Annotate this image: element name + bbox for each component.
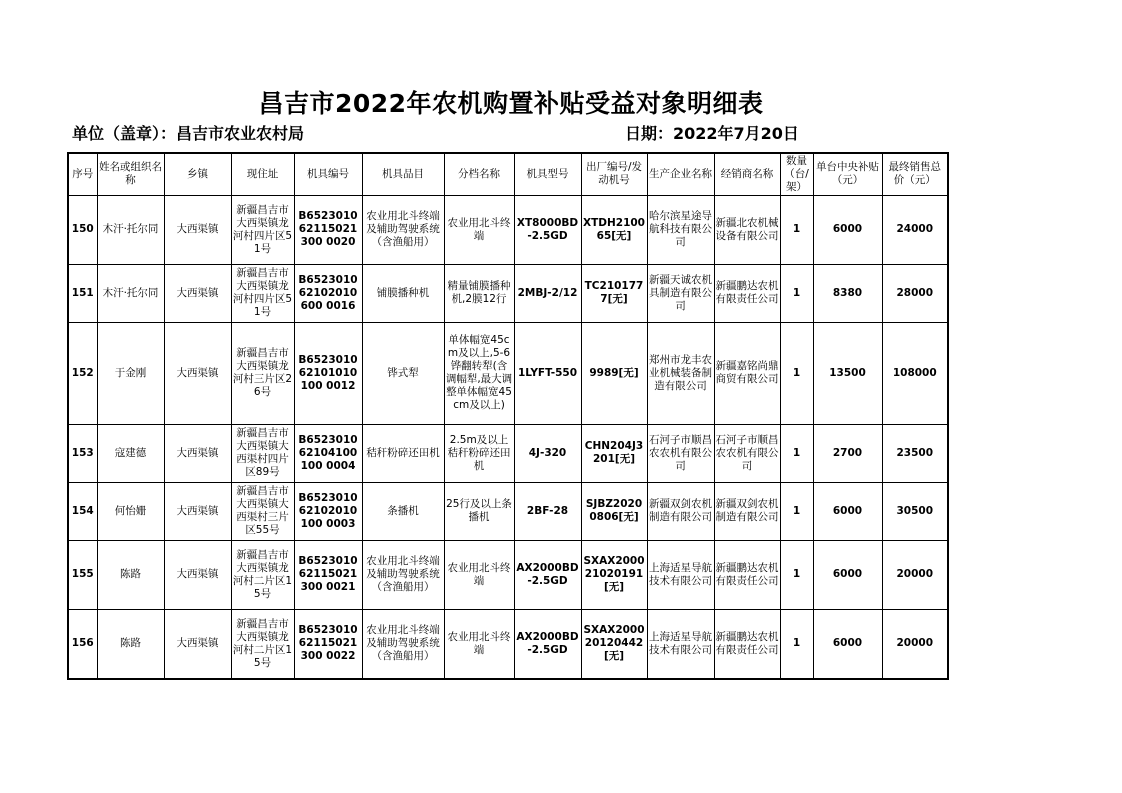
final-price-cell: 108000 bbox=[882, 322, 948, 424]
grade-name-cell: 单体幅宽45cm及以上,5-6铧翻转犁(含调幅犁,最大调整单体幅宽45cm及以上) bbox=[444, 322, 514, 424]
final-price-cell: 28000 bbox=[882, 264, 948, 322]
machine-model-cell: XT8000BD-2.5GD bbox=[514, 195, 581, 264]
dealer-cell: 石河子市顺昌农农机有限公司 bbox=[714, 424, 780, 482]
applicant-name-cell: 木汗·托尔同 bbox=[97, 195, 164, 264]
manufacturer-cell: 哈尔滨星途导航科技有限公司 bbox=[647, 195, 714, 264]
grade-name-cell: 农业用北斗终端 bbox=[444, 540, 514, 609]
town-cell: 大西渠镇 bbox=[164, 322, 231, 424]
grade-name-cell: 2.5m及以上秸秆粉碎还田机 bbox=[444, 424, 514, 482]
address-cell: 新疆昌吉市大西渠镇龙河村三片区26号 bbox=[231, 322, 294, 424]
manufacturer-cell: 上海适星导航技术有限公司 bbox=[647, 609, 714, 679]
machine-category-cell: 条播机 bbox=[362, 482, 444, 540]
machine-category-cell: 农业用北斗终端及辅助驾驶系统（含渔船用） bbox=[362, 540, 444, 609]
quantity-cell: 1 bbox=[780, 482, 813, 540]
machine-model-cell: 2MBJ-2/12 bbox=[514, 264, 581, 322]
machine-model-cell: 1LYFT-550 bbox=[514, 322, 581, 424]
address-cell: 新疆昌吉市大西渠镇大西渠村三片区55号 bbox=[231, 482, 294, 540]
row-number-cell: 155 bbox=[68, 540, 97, 609]
machine-number-cell: B652301062115021300 0020 bbox=[294, 195, 362, 264]
dealer-cell: 新疆北农机械设备有限公司 bbox=[714, 195, 780, 264]
serial-number-cell: 9989[无] bbox=[581, 322, 647, 424]
serial-number-cell: SXAX200021020191[无] bbox=[581, 540, 647, 609]
manufacturer-cell: 新疆双剑农机制造有限公司 bbox=[647, 482, 714, 540]
grade-name-cell: 农业用北斗终端 bbox=[444, 609, 514, 679]
final-price-cell: 23500 bbox=[882, 424, 948, 482]
serial-number-cell: TC2101777[无] bbox=[581, 264, 647, 322]
date-label: 日期：2022年7月20日 bbox=[625, 124, 799, 143]
central-subsidy-cell: 8380 bbox=[813, 264, 882, 322]
town-cell: 大西渠镇 bbox=[164, 540, 231, 609]
row-number-cell: 152 bbox=[68, 322, 97, 424]
page-title: 昌吉市2022年农机购置补贴受益对象明细表 bbox=[258, 89, 764, 118]
dealer-cell: 新疆双剑农机制造有限公司 bbox=[714, 482, 780, 540]
machine-category-cell: 农业用北斗终端及辅助驾驶系统（含渔船用） bbox=[362, 609, 444, 679]
table-row bbox=[68, 322, 948, 424]
serial-number-cell: SXAX200020120442[无] bbox=[581, 609, 647, 679]
serial-number-cell: CHN204J3201[无] bbox=[581, 424, 647, 482]
dealer-cell: 新疆鹏达农机有限责任公司 bbox=[714, 540, 780, 609]
header-cell: 最终销售总价（元） bbox=[882, 153, 948, 195]
grade-name-cell: 精量铺膜播种机,2膜12行 bbox=[444, 264, 514, 322]
header-cell: 生产企业名称 bbox=[647, 153, 714, 195]
grade-name-cell: 25行及以上条播机 bbox=[444, 482, 514, 540]
quantity-cell: 1 bbox=[780, 540, 813, 609]
machine-model-cell: 2BF-28 bbox=[514, 482, 581, 540]
dealer-cell: 新疆嘉铭尚鼎商贸有限公司 bbox=[714, 322, 780, 424]
table-row bbox=[68, 609, 948, 679]
table-row bbox=[68, 540, 948, 609]
final-price-cell: 20000 bbox=[882, 609, 948, 679]
machine-model-cell: AX2000BD-2.5GD bbox=[514, 540, 581, 609]
header-cell: 序号 bbox=[68, 153, 97, 195]
machine-number-cell: B652301062102010100 0003 bbox=[294, 482, 362, 540]
address-cell: 新疆昌吉市大西渠镇大西渠村四片区89号 bbox=[231, 424, 294, 482]
table-row bbox=[68, 482, 948, 540]
final-price-cell: 30500 bbox=[882, 482, 948, 540]
address-cell: 新疆昌吉市大西渠镇龙河村二片区15号 bbox=[231, 609, 294, 679]
grade-name-cell: 农业用北斗终端 bbox=[444, 195, 514, 264]
manufacturer-cell: 新疆天诚农机具制造有限公司 bbox=[647, 264, 714, 322]
table-row bbox=[68, 424, 948, 482]
manufacturer-cell: 上海适星导航技术有限公司 bbox=[647, 540, 714, 609]
quantity-cell: 1 bbox=[780, 322, 813, 424]
central-subsidy-cell: 6000 bbox=[813, 195, 882, 264]
town-cell: 大西渠镇 bbox=[164, 424, 231, 482]
row-number-cell: 150 bbox=[68, 195, 97, 264]
central-subsidy-cell: 6000 bbox=[813, 609, 882, 679]
applicant-name-cell: 于金刚 bbox=[97, 322, 164, 424]
applicant-name-cell: 陈路 bbox=[97, 609, 164, 679]
header-cell: 姓名或组织名称 bbox=[97, 153, 164, 195]
address-cell: 新疆昌吉市大西渠镇龙河村四片区51号 bbox=[231, 195, 294, 264]
row-number-cell: 153 bbox=[68, 424, 97, 482]
central-subsidy-cell: 13500 bbox=[813, 322, 882, 424]
serial-number-cell: SJBZ20200806[无] bbox=[581, 482, 647, 540]
machine-category-cell: 秸秆粉碎还田机 bbox=[362, 424, 444, 482]
town-cell: 大西渠镇 bbox=[164, 195, 231, 264]
unit-label: 单位（盖章）：昌吉市农业农村局 bbox=[72, 124, 305, 143]
final-price-cell: 24000 bbox=[882, 195, 948, 264]
machine-number-cell: B652301062102010600 0016 bbox=[294, 264, 362, 322]
central-subsidy-cell: 6000 bbox=[813, 482, 882, 540]
machine-number-cell: B652301062115021300 0021 bbox=[294, 540, 362, 609]
central-subsidy-cell: 2700 bbox=[813, 424, 882, 482]
machine-category-cell: 铺膜播种机 bbox=[362, 264, 444, 322]
header-cell: 数量（台/架） bbox=[780, 153, 813, 195]
dealer-cell: 新疆鹏达农机有限责任公司 bbox=[714, 264, 780, 322]
town-cell: 大西渠镇 bbox=[164, 482, 231, 540]
table-row bbox=[68, 264, 948, 322]
header-cell: 出厂编号/发动机号 bbox=[581, 153, 647, 195]
row-number-cell: 156 bbox=[68, 609, 97, 679]
manufacturer-cell: 石河子市顺昌农农机有限公司 bbox=[647, 424, 714, 482]
address-cell: 新疆昌吉市大西渠镇龙河村二片区15号 bbox=[231, 540, 294, 609]
address-cell: 新疆昌吉市大西渠镇龙河村四片区51号 bbox=[231, 264, 294, 322]
quantity-cell: 1 bbox=[780, 195, 813, 264]
row-number-cell: 151 bbox=[68, 264, 97, 322]
town-cell: 大西渠镇 bbox=[164, 609, 231, 679]
applicant-name-cell: 何怡姗 bbox=[97, 482, 164, 540]
header-cell: 现住址 bbox=[231, 153, 294, 195]
quantity-cell: 1 bbox=[780, 424, 813, 482]
machine-model-cell: AX2000BD-2.5GD bbox=[514, 609, 581, 679]
applicant-name-cell: 陈路 bbox=[97, 540, 164, 609]
machine-category-cell: 铧式犁 bbox=[362, 322, 444, 424]
header-cell: 机具品目 bbox=[362, 153, 444, 195]
machine-category-cell: 农业用北斗终端及辅助驾驶系统（含渔船用） bbox=[362, 195, 444, 264]
machine-number-cell: B652301062101010100 0012 bbox=[294, 322, 362, 424]
applicant-name-cell: 木汗·托尔同 bbox=[97, 264, 164, 322]
table-row bbox=[68, 195, 948, 264]
quantity-cell: 1 bbox=[780, 609, 813, 679]
header-cell: 单台中央补贴（元） bbox=[813, 153, 882, 195]
header-row bbox=[68, 153, 948, 195]
subsidy-table bbox=[67, 152, 949, 680]
manufacturer-cell: 郑州市龙丰农业机械装备制造有限公司 bbox=[647, 322, 714, 424]
machine-model-cell: 4J-320 bbox=[514, 424, 581, 482]
dealer-cell: 新疆鹏达农机有限责任公司 bbox=[714, 609, 780, 679]
header-cell: 分档名称 bbox=[444, 153, 514, 195]
town-cell: 大西渠镇 bbox=[164, 264, 231, 322]
machine-number-cell: B652301062104100100 0004 bbox=[294, 424, 362, 482]
header-cell: 机具编号 bbox=[294, 153, 362, 195]
final-price-cell: 20000 bbox=[882, 540, 948, 609]
row-number-cell: 154 bbox=[68, 482, 97, 540]
header-cell: 经销商名称 bbox=[714, 153, 780, 195]
machine-number-cell: B652301062115021300 0022 bbox=[294, 609, 362, 679]
central-subsidy-cell: 6000 bbox=[813, 540, 882, 609]
applicant-name-cell: 寇建德 bbox=[97, 424, 164, 482]
header-cell: 机具型号 bbox=[514, 153, 581, 195]
header-cell: 乡镇 bbox=[164, 153, 231, 195]
quantity-cell: 1 bbox=[780, 264, 813, 322]
serial-number-cell: XTDH210065[无] bbox=[581, 195, 647, 264]
